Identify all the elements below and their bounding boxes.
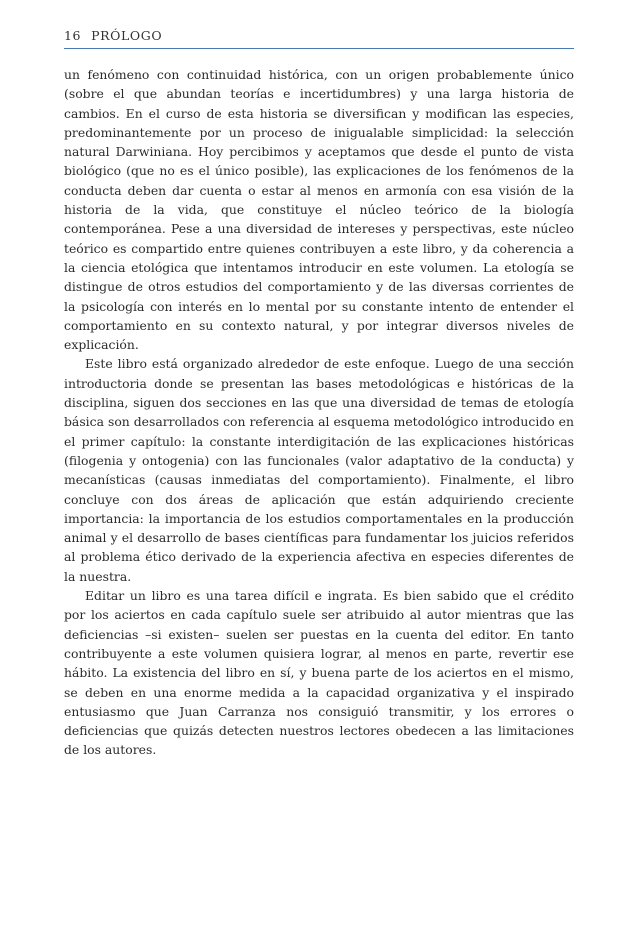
- running-header: [64, 28, 574, 49]
- book-page: [64, 28, 574, 760]
- paragraph: Editar un libro es una tarea difícil e ingrata. Es bien sabido que el crédito por los aciertos en cada capítulo suele ser atribuido al autor mientras que las deficiencias –si existen– suelen ser puestas en la cuenta del editor. En tanto contribuyente a este volumen quisiera lograr, al menos en parte, revertir ese hábito. La existencia del libro en sí, y buena parte de los aciertos en el mismo, se deben en una enorme medida a la capacidad organizativa y el inspirado entusiasmo que Juan Carranza nos consiguió transmitir, y los errores o deficiencias que quizás detecten nuestros lectores obedecen a las limitaciones de los autores.: [64, 588, 574, 758]
- paragraph: Este libro está organizado alrededor de este enfoque. Luego de una sección introductoria donde se presentan las bases metodológicas e históricas de la disciplina, siguen dos secciones en las que una diversidad de temas de etología básica son desarrollados con referencia al esquema metodológico introducido en el primer capítulo: la constante interdigitación de las explicaciones históricas (filogenia y ontogenia) con las funcionales (valor adaptativo de la conducta) y mecanísticas (causas inmediatas del comportamiento). Finalmente, el libro concluye con dos áreas de aplicación que están adquiriendo creciente importancia: la importancia de los estudios comportamentales en la producción animal y el desarrollo de bases científicas para fundamentar los juicios referidos al problema ético derivado de la experiencia afectiva en especies diferentes de la nuestra.: [64, 356, 574, 584]
- body-text: [64, 65, 574, 760]
- paragraph: un fenómeno con continuidad histórica, con un origen probablemente único (sobre el que abundan teorías e incertidumbres) y una larga historia de cambios. En el curso de esta historia se diversifican y modifican las especies, predominantemente por un proceso de inigualable simplicidad: la selección natural Darwiniana. Hoy percibimos y aceptamos que desde el punto de vista biológico (que no es el único posible), las explicaciones de los fenómenos de la conducta deben dar cuenta o estar al menos en armonía con esa visión de la historia de la vida, que constituye el núcleo teórico de la biología contemporánea. Pese a una diversidad de intereses y perspectivas, este núcleo teórico es compartido entre quienes contribuyen a este libro, y da coherencia a la ciencia etológica que intentamos introducir en este volumen. La etología se distingue de otros estudios del comportamiento y de las diversas corrientes de la psicología con interés en lo mental por su constante intento de entender el comportamiento en su contexto natural, y por integrar diversos niveles de explicación.: [64, 67, 574, 353]
- section-title: PRÓLOGO: [91, 28, 163, 43]
- page-number: 16: [64, 28, 82, 43]
